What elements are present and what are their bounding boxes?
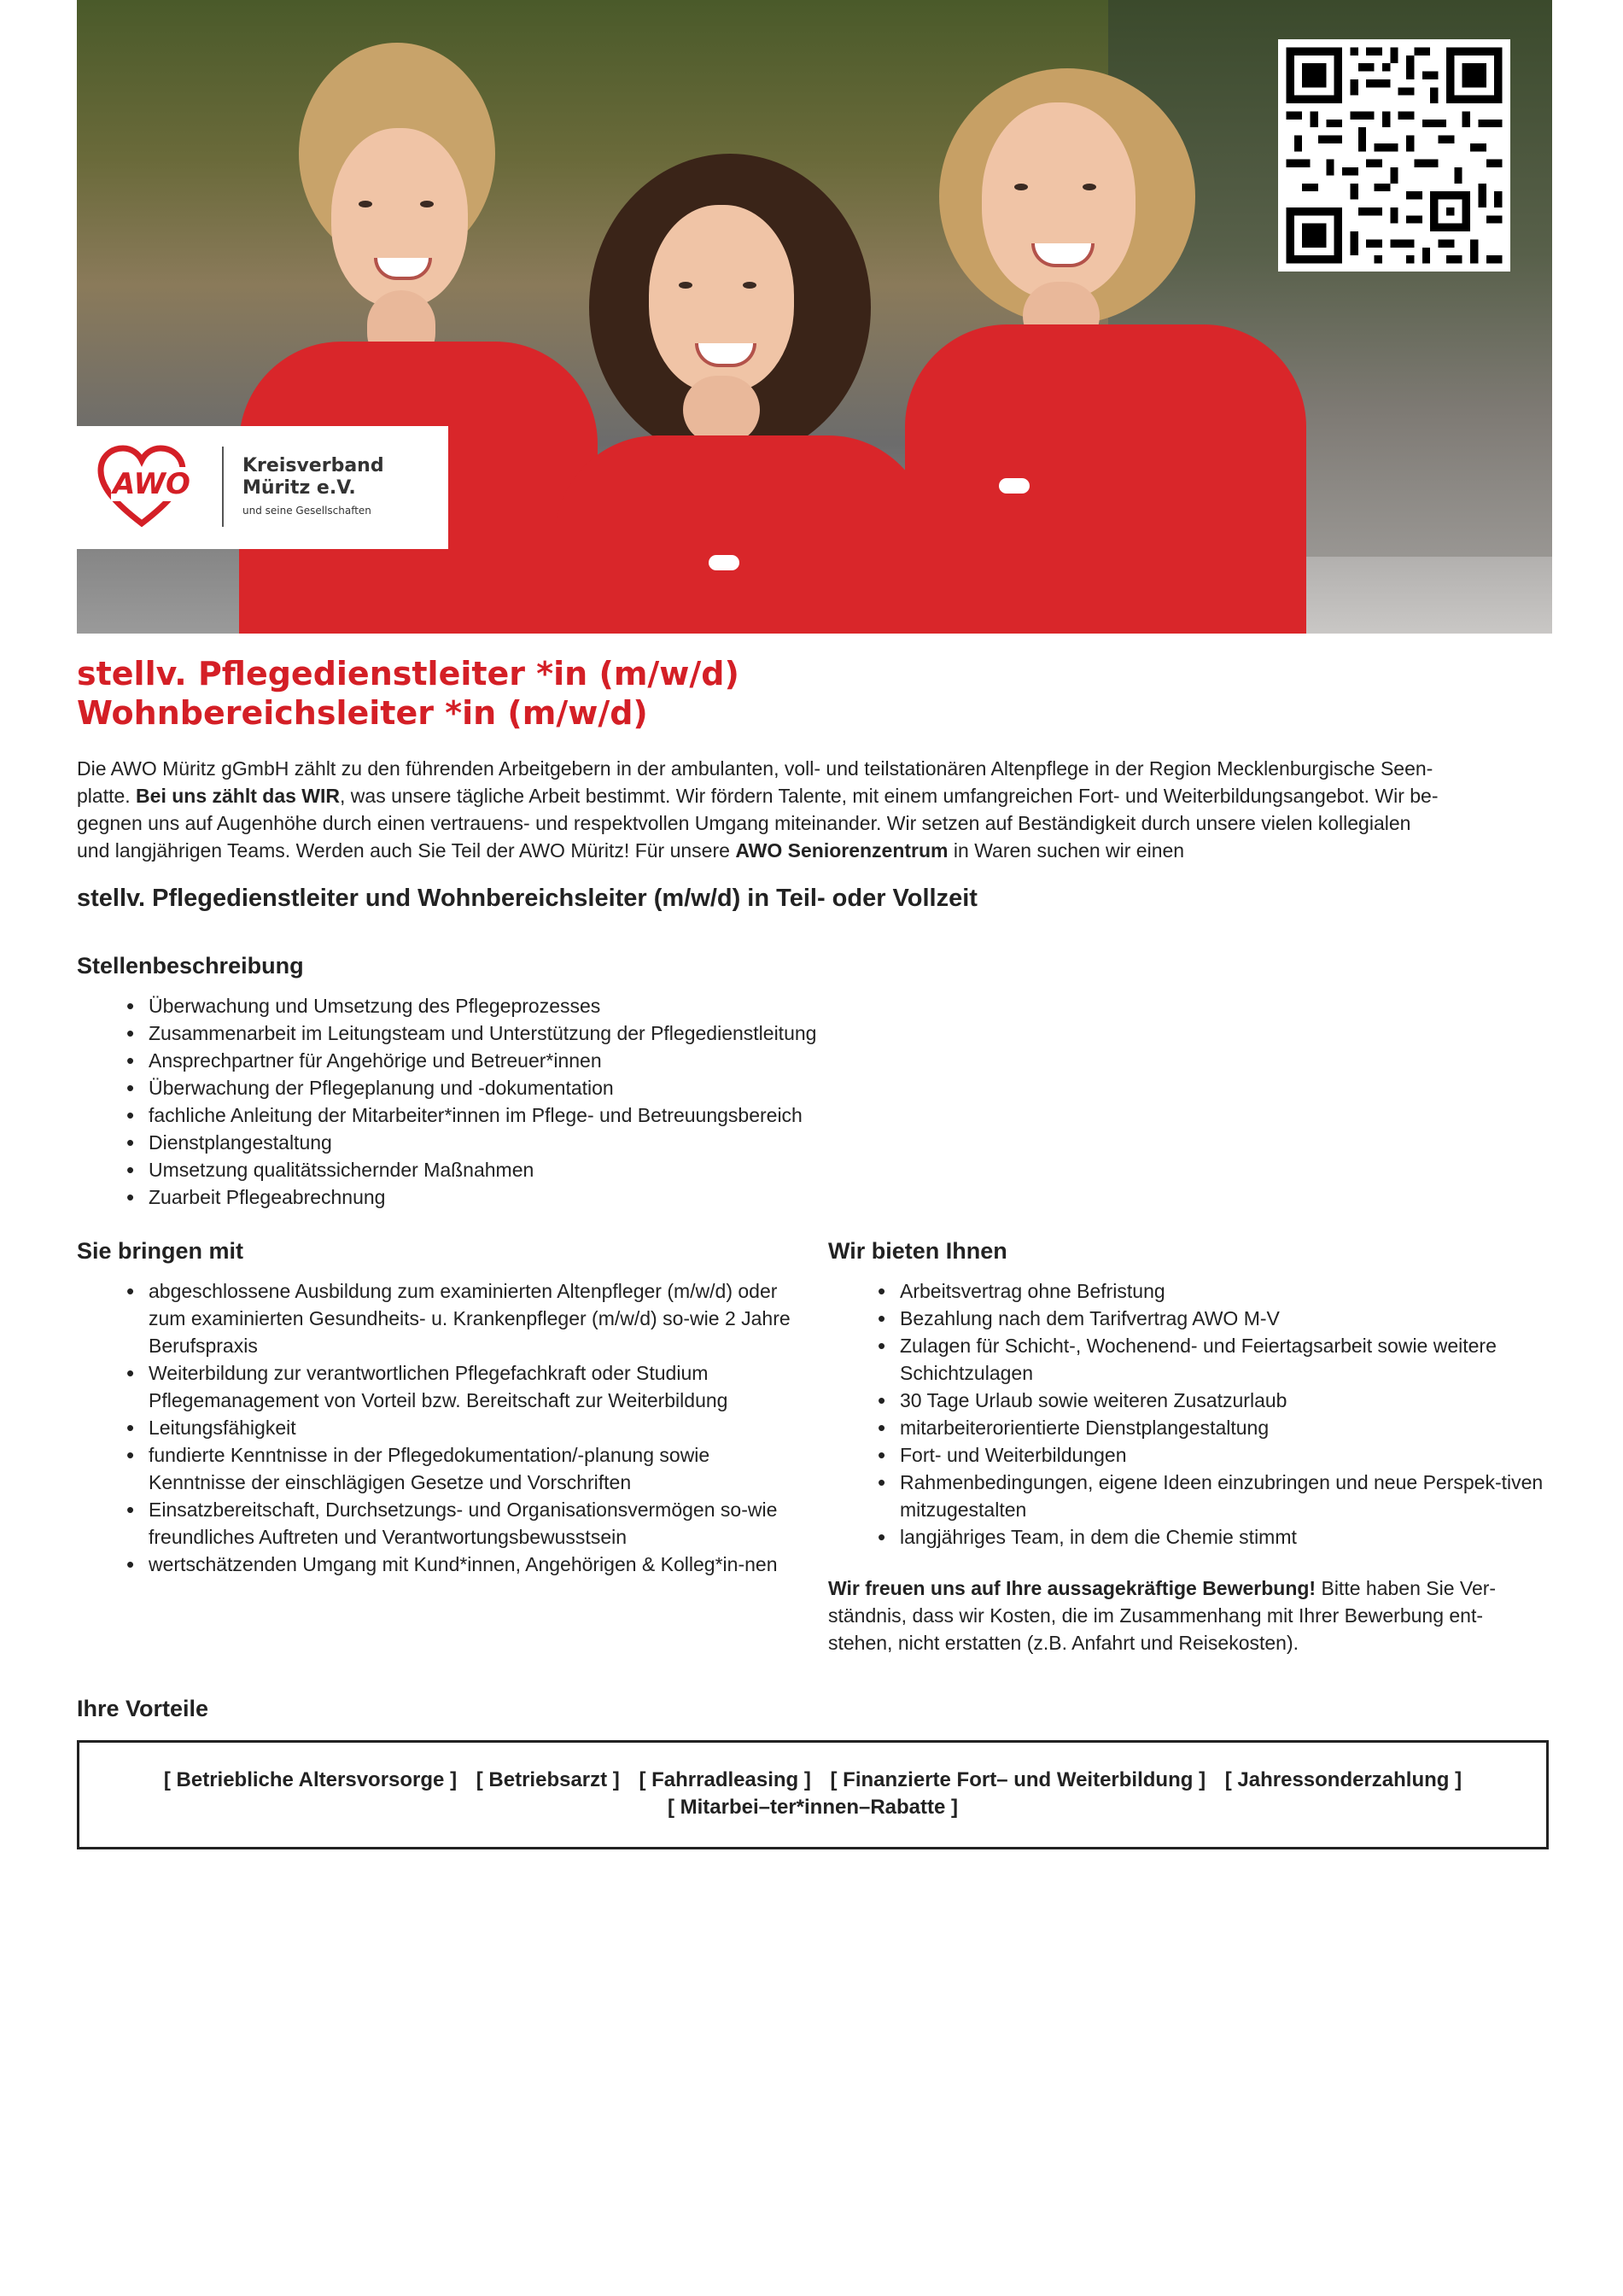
list-item: • Zuarbeit Pflegeabrechnung — [126, 1183, 1322, 1211]
list-item: • 30 Tage Urlaub sowie weiteren Zusatzurlaub — [878, 1387, 1552, 1414]
intro-line1: Die AWO Müritz gGmbH zählt zu den führenden Arbeitgebern in der ambulanten, voll- und teilstationären Altenpflege in der Region Mecklenburgische Seen- — [77, 757, 1433, 780]
list-item: • fundierte Kenntnisse in der Pflegedokumentation/-planung sowie Kenntnisse der einschlägigen Gesetze und Vorschriften — [126, 1441, 801, 1496]
list-item: • Umsetzung qualitätssichernder Maßnahmen — [126, 1156, 1322, 1183]
list-item: • fachliche Anleitung der Mitarbeiter*innen im Pflege- und Betreuungsbereich — [126, 1101, 1322, 1129]
list-item: • mitarbeiterorientierte Dienstplangestaltung — [878, 1414, 1552, 1441]
list-stellenbeschreibung — [126, 992, 1322, 1211]
list-item: • Überwachung und Umsetzung des Pflegeprozesses — [126, 992, 1322, 1019]
list-item: • Arbeitsvertrag ohne Befristung — [878, 1277, 1552, 1305]
list-sie-bringen-mit — [126, 1277, 801, 1578]
list-item: • Dienstplangestaltung — [126, 1129, 1322, 1156]
list-item: • Ansprechpartner für Angehörige und Betreuer*innen — [126, 1047, 1322, 1074]
list-item: • Zulagen für Schicht-, Wochenend- und Feiertagsarbeit sowie weitere Schichtzulagen — [878, 1332, 1552, 1387]
vorteil-tag: [ Fahrradleasing ] — [639, 1768, 811, 1791]
list-item: • Rahmenbedingungen, eigene Ideen einzubringen und neue Perspek-tiven mitzugestalten — [878, 1469, 1552, 1523]
list-item: • abgeschlossene Ausbildung zum examinierten Altenpfleger (m/w/d) oder zum examinierten Gesundheits- u. Krankenpfleger (m/w/d) so-wie 2 Jahre Berufspraxis — [126, 1277, 801, 1359]
logo-line3: und seine Gesellschaften — [242, 505, 371, 517]
title-line2: Wohnbereichsleiter *in (m/w/d) — [77, 694, 648, 732]
intro-line4: und langjährigen Teams. Werden auch Sie Teil der AWO Müritz! Für unsere AWO Seniorenzentrum in Waren suchen wir einen — [77, 839, 1185, 862]
section-heading-vorteile: Ihre Vorteile — [77, 1696, 209, 1721]
list-item: • Überwachung der Pflegeplanung und -dokumentation — [126, 1074, 1322, 1101]
title-line1: stellv. Pflegedienstleiter *in (m/w/d) — [77, 655, 739, 692]
list-item: • wertschätzenden Umgang mit Kund*innen, Angehörigen & Kolleg*in-nen — [126, 1551, 801, 1578]
list-wir-bieten — [878, 1277, 1552, 1551]
vorteil-tag: [ Betriebsarzt ] — [476, 1768, 620, 1791]
closing-rest: Bitte haben Sie Ver-ständnis, dass wir Kosten, die im Zusammenhang mit Ihrer Bewerbung ent-stehen, nicht erstatten (z.B. Anfahrt und Reisekosten). — [828, 1577, 1497, 1654]
closing-text — [828, 1574, 1545, 1656]
vorteil-tag: [ Jahressonderzahlung ] — [1224, 1768, 1462, 1791]
awo-logo — [77, 426, 448, 549]
section-heading-stellenbeschreibung: Stellenbeschreibung — [77, 953, 304, 979]
page-title — [77, 654, 1554, 733]
logo-line2: Müritz e.V. — [242, 477, 356, 499]
logo-line1: Kreisverband — [242, 455, 384, 476]
list-item: • langjähriges Team, in dem die Chemie stimmt — [878, 1523, 1552, 1551]
list-item: • Bezahlung nach dem Tarifvertrag AWO M-V — [878, 1305, 1552, 1332]
intro-line3: gegnen uns auf Augenhöhe durch einen vertrauens- und respektvollen Umgang miteinander. Wir setzen auf Beständigkeit durch unsere vielen kollegialen — [77, 812, 1411, 834]
intro-line2: platte. Bei uns zählt das WIR, was unsere tägliche Arbeit bestimmt. Wir fördern Talente, mit einem umfangreichen Fort- und Weiterbildungsangebot. Wir be- — [77, 785, 1439, 807]
logo-mark: AWO — [113, 467, 190, 501]
section-heading-wir-bieten: Wir bieten Ihnen — [828, 1238, 1007, 1264]
qr-code[interactable] — [1278, 39, 1510, 272]
intro-text — [77, 755, 1554, 864]
list-item: • Zusammenarbeit im Leitungsteam und Unterstützung der Pflegedienstleitung — [126, 1019, 1322, 1047]
position-title: stellv. Pflegedienstleiter und Wohnbereichsleiter (m/w/d) in Teil- oder Vollzeit — [77, 885, 978, 912]
closing-bold: Wir freuen uns auf Ihre aussagekräftige Bewerbung! — [828, 1577, 1316, 1599]
list-item: • Einsatzbereitschaft, Durchsetzungs- und Organisationsvermögen so-wie freundliches Auftreten und Verantwortungsbewusstsein — [126, 1496, 801, 1551]
list-item: • Weiterbildung zur verantwortlichen Pflegefachkraft oder Studium Pflegemanagement von Vorteil bzw. Bereitschaft zur Weiterbildung — [126, 1359, 801, 1414]
list-item: • Leitungsfähigkeit — [126, 1414, 801, 1441]
person-right — [879, 68, 1323, 634]
list-item: • Fort- und Weiterbildungen — [878, 1441, 1552, 1469]
vorteil-tag: [ Betriebliche Altersvorsorge ] — [163, 1768, 458, 1791]
section-heading-sie-bringen-mit: Sie bringen mit — [77, 1238, 244, 1264]
vorteil-tag: [ Mitarbei–ter*innen–Rabatte ] — [667, 1796, 959, 1819]
vorteile-box — [77, 1740, 1549, 1849]
logo-divider — [222, 447, 224, 527]
vorteil-tag: [ Finanzierte Fort– und Weiterbildung ] — [830, 1768, 1206, 1791]
